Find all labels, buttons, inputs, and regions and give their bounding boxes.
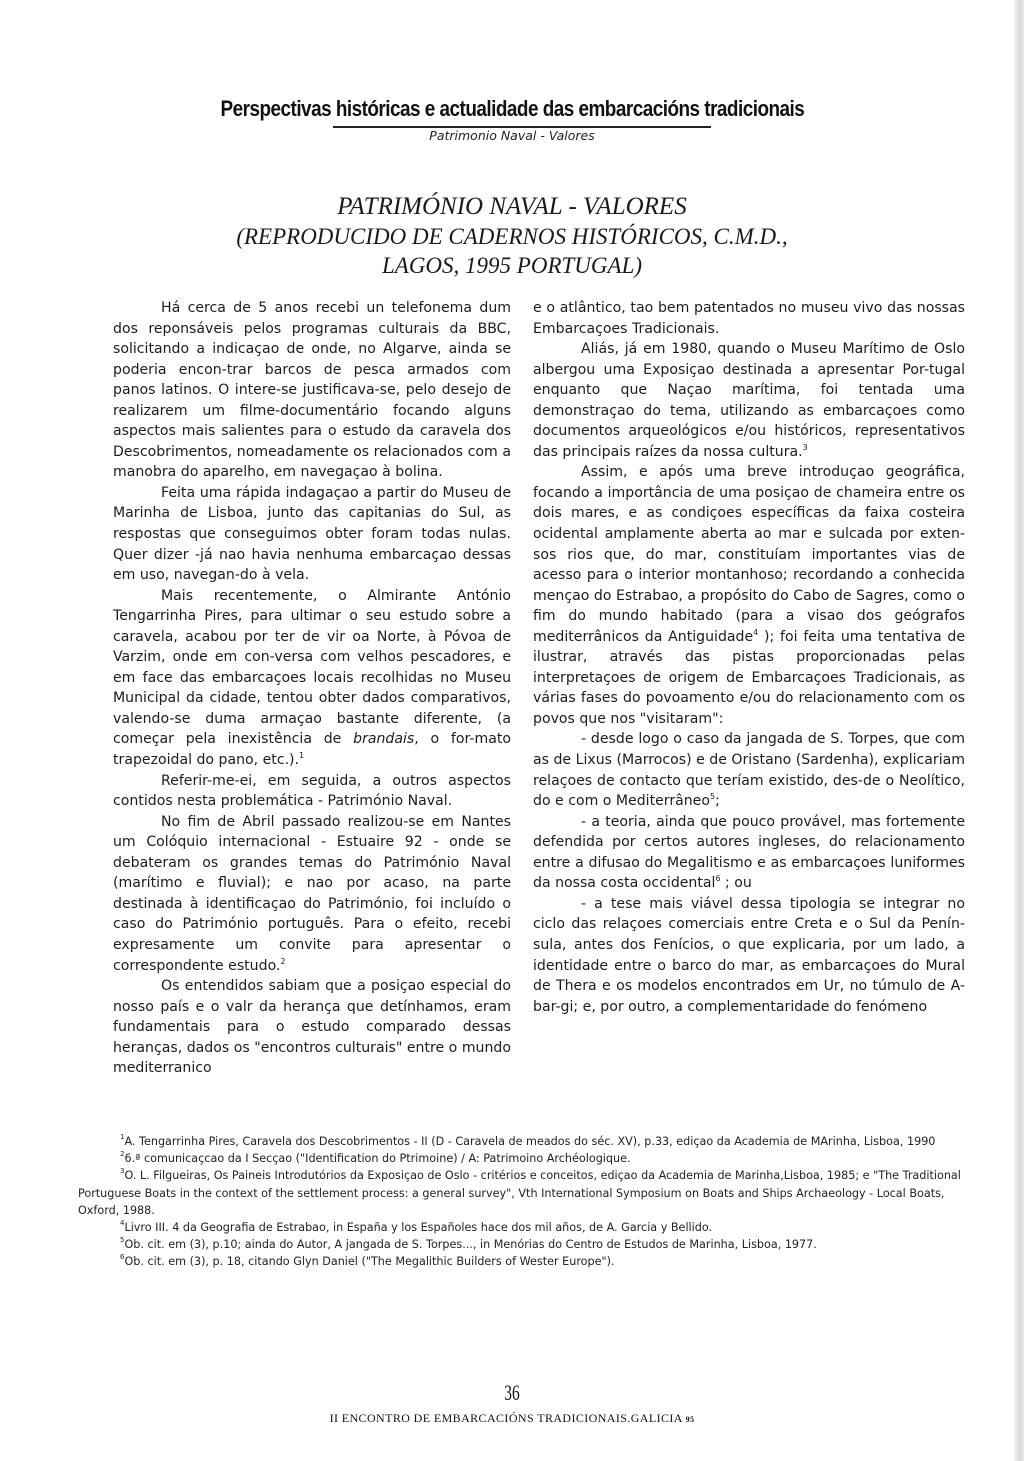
footnote-text: Livro III. 4 da Geografia de Estrabao, in España y los Españoles hace dos mil años, de A. Garcia y Bellido. <box>124 1221 713 1235</box>
footnote-ref[interactable]: 4 <box>753 627 759 637</box>
footnote-text: O. L. Filgueiras, Os Paineis Introdutórios da Exposiçao de Oslo - critérios e conceitos, ediçao da Academia de Marinha,Lisboa, 1985; e "The Traditional Portuguese Boats in the context of the settlement process: a general survey", Vth International Symposium on Boats and Ships Archaeology - Local Boats, Oxford, 1988. <box>78 1169 961 1217</box>
footnote-number: 3 <box>120 1167 125 1176</box>
footnote-number: 2 <box>120 1150 125 1159</box>
running-head <box>0 96 1024 143</box>
footnote <box>78 1167 973 1219</box>
paragraph <box>533 339 965 462</box>
right-column <box>533 298 965 1017</box>
paragraph <box>113 812 511 976</box>
paragraph-text: - a teoria, ainda que pouco provável, mas fortemente defendida por certos autores ingleses, do relacionamento entre a difusao do Megalitismo e as embarcaçoes luniformes da nossa costa occidental <box>533 813 965 892</box>
paragraph <box>113 586 511 771</box>
paragraph-text: ; <box>715 793 720 810</box>
article-title-line2: (REPRODUCIDO DE CADERNOS HISTÓRICOS, C.M.D., <box>236 224 788 249</box>
footnote-text: A. Tengarrinha Pires, Caravela dos Descobrimentos - II (D - Caravela de meados do séc. XV), p.33, ediçao da Academia de MArinha, Lisboa, 1990 <box>124 1135 936 1148</box>
footnote <box>78 1219 973 1236</box>
paragraph-text: Assim, e após uma breve introduçao geográfica, focando a importância de uma posiçao de chameira entre os dois mares, e as condiçoes específicas da faixa costeira ocidental amplamente aberta ao mar e sulcada por exten-sos rios que, do mar, constituíam importantes vias de acesso para o interior montanhoso; recordando a conhecida mençao do Estrabao, a propósito do Cabo de Sagres, como o fim do mundo habitado (para a visao dos geógrafos mediterrânicos da Antiguidade <box>533 464 965 645</box>
paragraph-text: Mais recentemente, o Almirante António Tengarrinha Pires, para ultimar o seu estudo sobre a caravela, acabou por ter de vir oa Norte, à Póvoa de Varzim, onde em con-versa com velhos pescadores, e em face das embarcaçoes locais recolhidas no Museu Municipal da cidade, tentou obter dados comparativos, valendo-se duma armaçao bastante diferente, (a começar pela inexistência de <box>113 587 511 748</box>
list-paragraph <box>533 812 965 894</box>
article-title-line3: LAGOS, 1995 PORTUGAL) <box>381 253 643 278</box>
paragraph <box>533 462 965 729</box>
page-number: 36 <box>504 1380 520 1405</box>
paragraph-text: Aliás, já em 1980, quando o Museu Marítimo de Oslo albergou uma Exposiçao destinada a apresentar Por-tugal enquanto que Naçao marítima, foi tentada uma demonstraçao do tema, utilizando as embarcaçoes como documentos arqueológicos e/ou históricos, representativos das principais raízes da nossa cultura. <box>533 341 965 460</box>
publication-year: 95 <box>685 1415 695 1424</box>
footnotes <box>78 1133 973 1271</box>
paragraph: Feita uma rápida indagaçao a partir do Museu de Marinha de Lisboa, junto das capitanias do Sul, as respostas que conseguimos obter foram todas nulas. Quer dizer -já nao havia nenhuma embarcaçao dessas em uso, navegan-do à vela. <box>113 484 511 584</box>
italic-term: brandais <box>353 731 415 748</box>
footnote <box>78 1133 973 1150</box>
publication-name: II ENCONTRO DE EMBARCACIÓNS TRADICIONAIS.GALICIA <box>329 1411 683 1425</box>
paragraph-text: No fim de Abril passado realizou-se em Nantes um Colóquio internacional - Estuaire 92 - onde se debateram os grandes temas do Património Naval (marítimo e fluvial); e nao por acaso, na parte destinada à identificaçao do Património, foi incluído o caso do Património português. Para o efeito, recebi expresamente um convite para apresentar o correspondente estudo. <box>113 813 511 974</box>
paragraph: Referir-me-ei, em seguida, a outros aspectos contidos nesta problemática - Património Naval. <box>113 772 511 810</box>
publication-footer <box>0 1411 1024 1426</box>
footnote-ref[interactable]: 5 <box>709 792 716 802</box>
footnote-text: Ob. cit. em (3), p.10; ainda do Autor, A jangada de S. Torpes..., in Menórias do Centro de Estudos de Marinha, Lisboa, 1977. <box>124 1238 817 1252</box>
footnote <box>78 1236 973 1253</box>
footnote-number: 1 <box>120 1133 125 1141</box>
footnote-text: 6.ª comunicaçcao da I Secçao ("Identification do Ptrimoine) / A: Patrimoino Archéologique. <box>124 1152 631 1166</box>
paragraph-text: - desde logo o caso da jangada de S. Torpes, que com as de Lixus (Marrocos) e de Oristano (Sardenha), explicariam relaçoes de contacto que teríam existido, des-de o Neolítico, do e com o Mediterrâneo <box>533 731 965 810</box>
footnote <box>78 1253 973 1270</box>
paragraph-text: ; ou <box>720 875 752 892</box>
paragraph: e o atlântico, tao bem patentados no museu vivo das nossas Embarcaçoes Tradicionais. <box>533 300 965 337</box>
paragraph-text: , o for-mato trapezoidal do pano, etc.). <box>113 731 511 769</box>
footnote-number: 4 <box>120 1219 125 1228</box>
running-subtitle: Patrimonio Naval - Valores <box>429 128 595 143</box>
footnote <box>78 1150 973 1167</box>
footnote-number: 5 <box>120 1236 125 1245</box>
list-paragraph: - a tese mais viável dessa tipologia se integrar no ciclo das relaçoes comerciais entre Creta e o Sul da Penín-sula, antes dos Fenícios, o que explicaria, por um lado, a identidade entre o barco do mar, as embarcaçoes do Mural de Thera e os modelos encontrados em Ur, no túmulo de A-bar-gi; e, por outro, a complementaridade do fenómeno <box>533 895 965 1015</box>
footnote-text: Ob. cit. em (3), p. 18, citando Glyn Daniel ("The Megalithic Builders of Wester Europe"). <box>124 1255 615 1269</box>
footnote-number: 6 <box>120 1253 125 1262</box>
left-column <box>113 298 511 1079</box>
footnote-ref[interactable]: 3 <box>802 442 808 452</box>
paragraph-text: ); foi feita uma tentativa de ilustrar, através das pistas proporcionadas pelas interpretaçoes de origem de Embarcaçoes Tradicionais, as várias fases do povoamento e/ou do relacionamento com os povos que nos "visitaram": <box>533 628 965 727</box>
article-title <box>0 192 1024 280</box>
footnote-ref[interactable]: 2 <box>280 956 286 966</box>
paragraph: Os entendidos sabiam que a posiçao especial do nosso país e o valr da herança que detínhamos, eram fundamentais para o estudo comparado dessas heranças, dados os "encontros culturais" entre o mundo mediterranico <box>113 978 511 1077</box>
footnote-ref[interactable]: 1 <box>299 751 305 761</box>
list-paragraph <box>533 729 965 811</box>
paragraph: Há cerca de 5 anos recebi un telefonema dum dos reponsáveis pelos programas culturais da BBC, solicitando a indicaçao de onde, no Algarve, ainda se poderia encon-trar barcos de pesca armados com panos latinos. O intere-se justificava-se, pelo desejo de realizarem um filme-documentário focando alguns aspectos mais salientes para o estudo da caravela dos Descobrimentos, nomeadamente os relacionados com a manobra do aparelho, em navegaçao à bolina. <box>113 300 511 481</box>
footnote-ref[interactable]: 6 <box>715 874 721 884</box>
article-title-line1: PATRIMÓNIO NAVAL - VALORES <box>337 193 687 220</box>
running-title: Perspectivas históricas e actualidade das embarcacións tradicionais <box>220 96 804 121</box>
